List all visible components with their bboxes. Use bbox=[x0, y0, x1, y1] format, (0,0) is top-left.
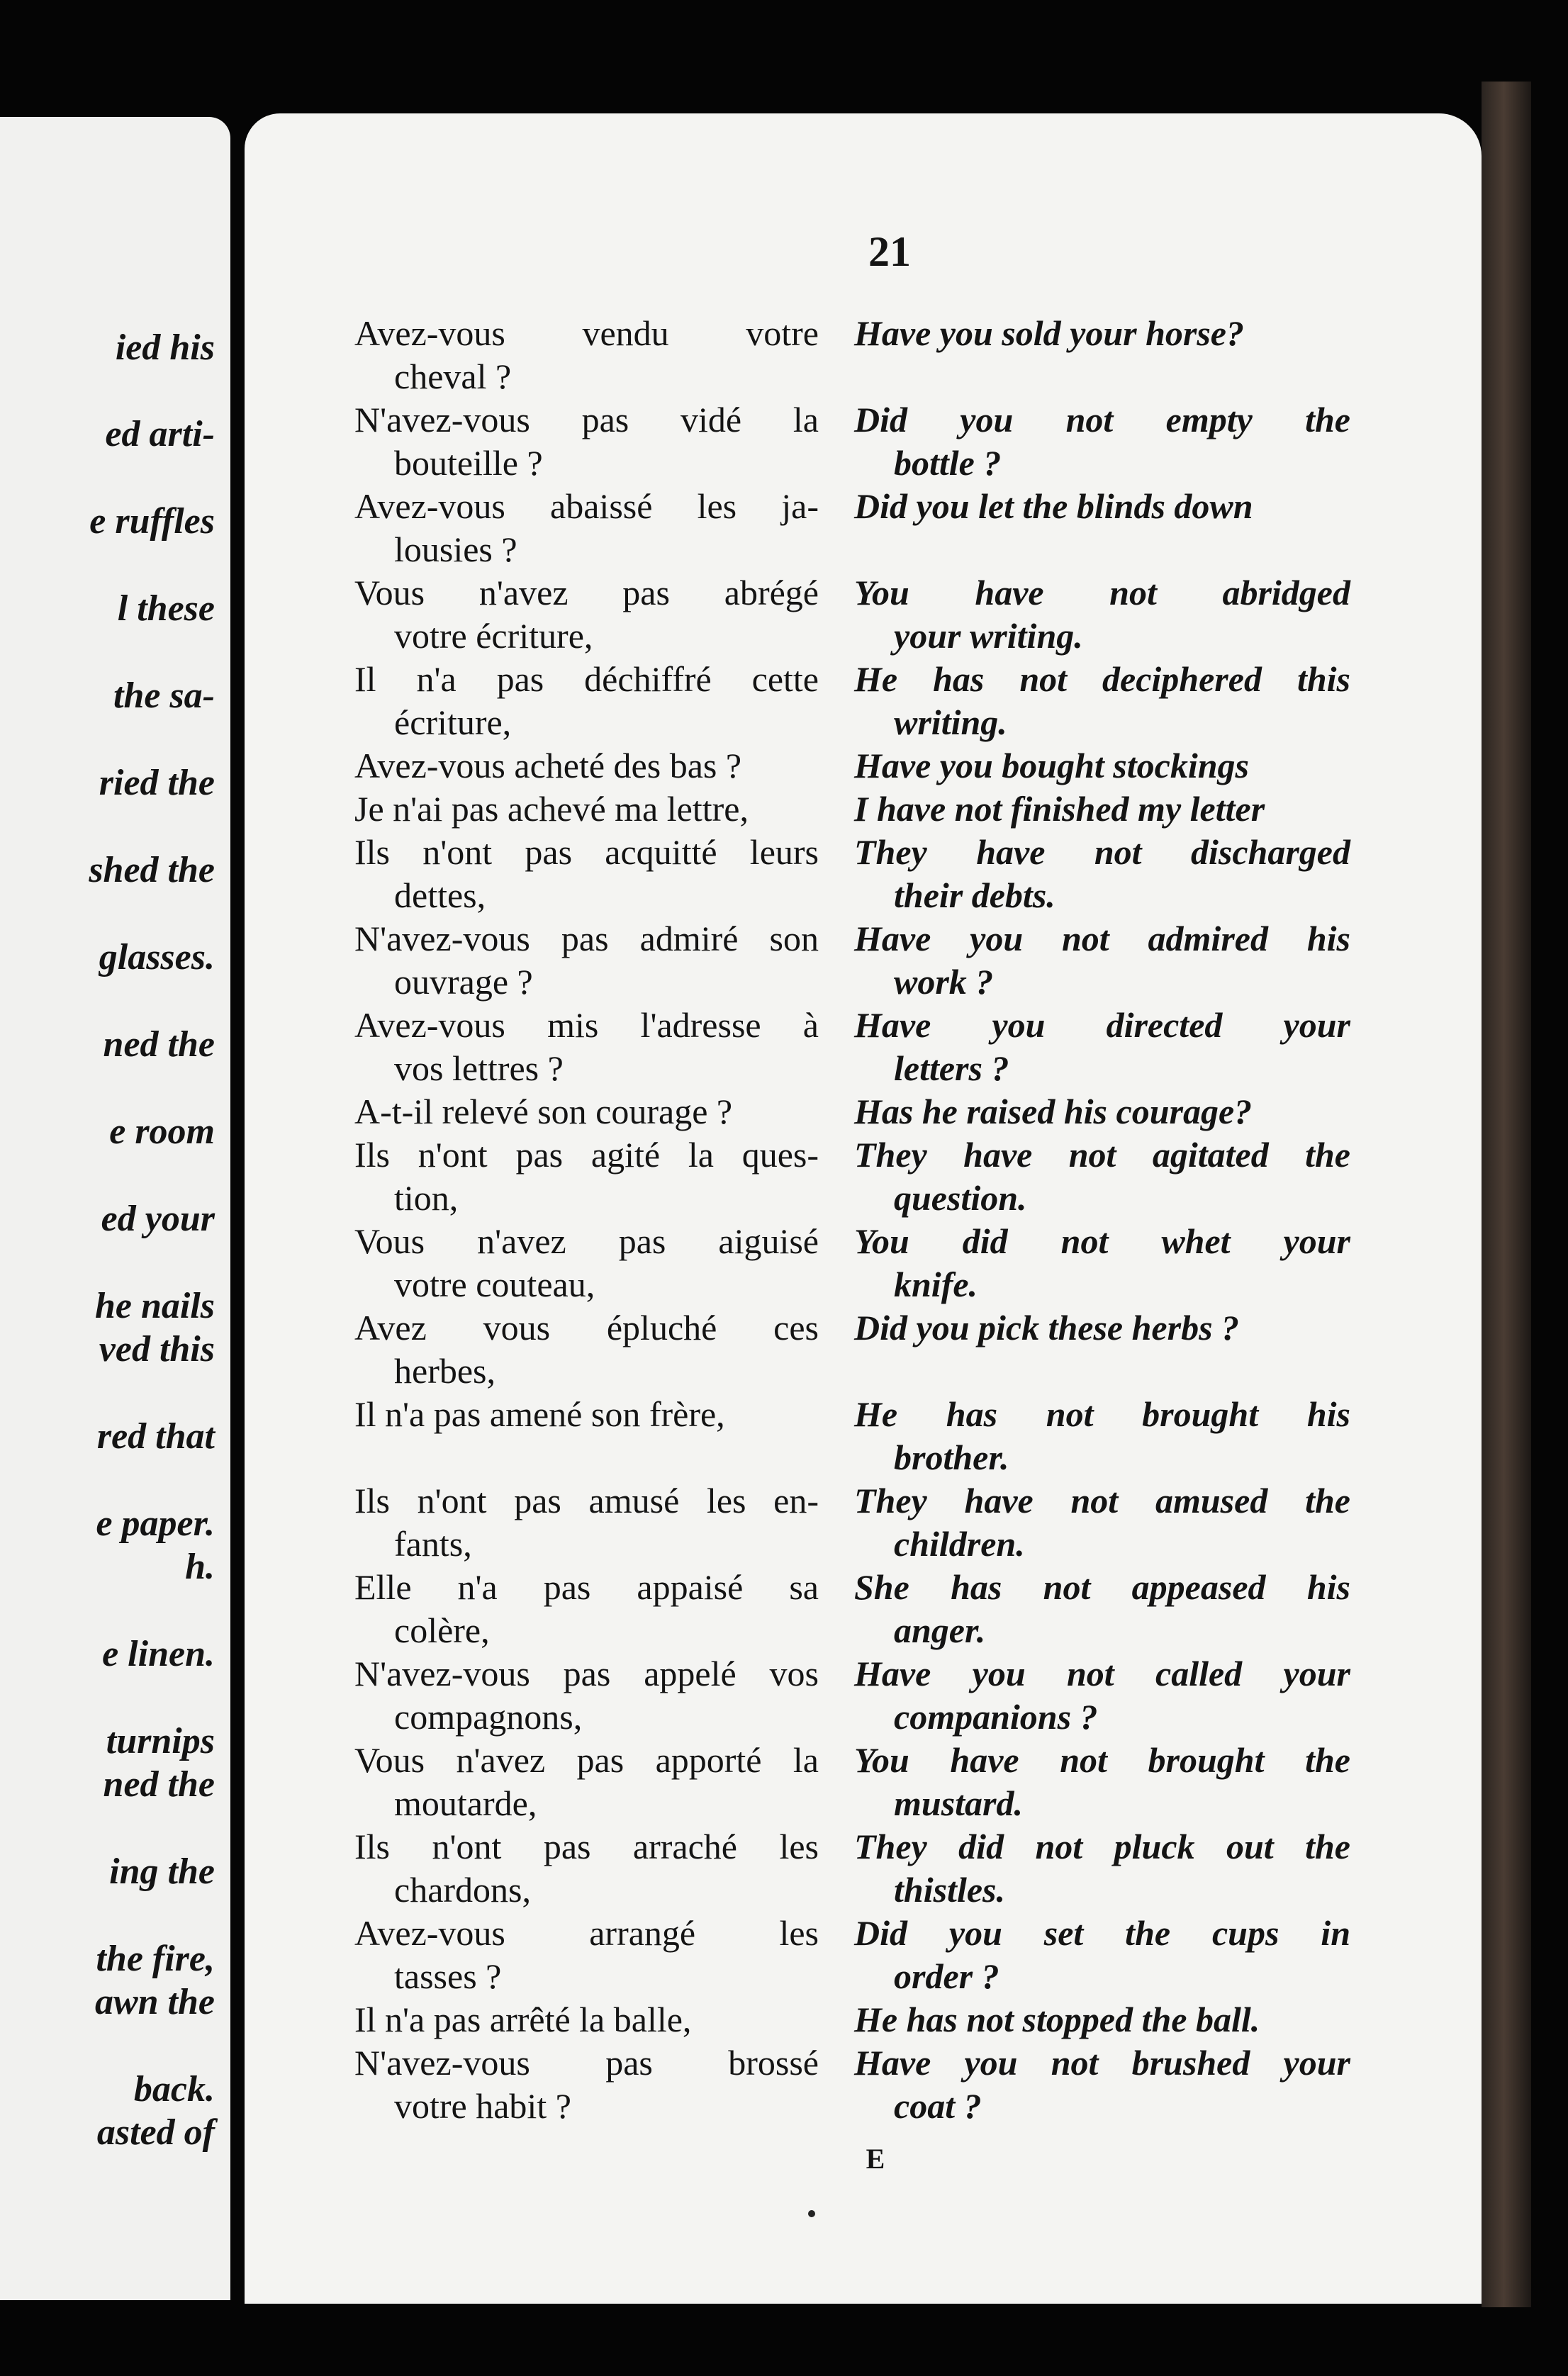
french-phrase bbox=[354, 1090, 819, 1133]
left-page-line: e room bbox=[109, 1111, 215, 1152]
french-phrase bbox=[354, 831, 819, 917]
french-line: Ils n'ont pas arraché les bbox=[354, 1827, 819, 1866]
english-translation bbox=[854, 1306, 1350, 1350]
french-line: tion, bbox=[394, 1178, 459, 1218]
english-translation bbox=[854, 312, 1350, 355]
english-line: They have not discharged bbox=[854, 832, 1350, 872]
french-line: Avez-vous vendu votre bbox=[354, 313, 819, 353]
english-line: bottle ? bbox=[894, 443, 1002, 483]
left-page-line: e paper. bbox=[96, 1503, 215, 1544]
english-line: They have not amused the bbox=[854, 1481, 1350, 1520]
english-line: You have not abridged bbox=[854, 573, 1350, 612]
english-line: writing. bbox=[894, 702, 1007, 742]
left-page-line: ed your bbox=[101, 1199, 215, 1239]
left-page-line: ried the bbox=[99, 763, 215, 803]
french-line: Vous n'avez pas aiguisé bbox=[354, 1221, 819, 1261]
french-line: lousies ? bbox=[394, 529, 517, 569]
english-translation bbox=[854, 1393, 1350, 1479]
french-line: votre écriture, bbox=[394, 616, 593, 656]
english-line: He has not brought his bbox=[854, 1394, 1350, 1434]
english-line: knife. bbox=[894, 1265, 978, 1304]
english-line: your writing. bbox=[894, 616, 1083, 656]
english-translation bbox=[854, 1739, 1350, 1825]
book-page-edge bbox=[1482, 82, 1531, 2307]
french-phrase bbox=[354, 1393, 819, 1436]
french-phrase bbox=[354, 1825, 819, 1912]
french-line: Ils n'ont pas agité la ques- bbox=[354, 1135, 819, 1175]
english-translation bbox=[854, 1090, 1350, 1133]
french-phrase bbox=[354, 1220, 819, 1306]
french-line: Avez vous épluché ces bbox=[354, 1308, 819, 1347]
french-line: bouteille ? bbox=[394, 443, 543, 483]
french-phrase bbox=[354, 788, 819, 831]
french-phrase bbox=[354, 1566, 819, 1652]
french-phrase bbox=[354, 744, 819, 788]
french-line: Ils n'ont pas amusé les en- bbox=[354, 1481, 819, 1520]
english-line: Have you directed your bbox=[854, 1005, 1350, 1045]
french-line: herbes, bbox=[394, 1351, 495, 1391]
english-line: Did you set the cups in bbox=[854, 1913, 1350, 1953]
french-phrase bbox=[354, 571, 819, 658]
english-translation bbox=[854, 1912, 1350, 1998]
english-line: You have not brought the bbox=[854, 1740, 1350, 1780]
english-line: They did not pluck out the bbox=[854, 1827, 1350, 1866]
left-page-line: awn the bbox=[94, 1982, 215, 2022]
french-line: N'avez-vous pas admiré son bbox=[354, 919, 819, 958]
french-line: vos lettres ? bbox=[394, 1048, 564, 1088]
english-line: children. bbox=[894, 1524, 1025, 1564]
english-translation bbox=[854, 398, 1350, 485]
english-line: brother. bbox=[894, 1438, 1009, 1477]
english-translation bbox=[854, 1566, 1350, 1652]
left-page-line: shed the bbox=[89, 850, 215, 890]
left-page-line: the fire, bbox=[96, 1939, 215, 1979]
left-page-line: l these bbox=[117, 588, 215, 629]
french-phrase bbox=[354, 2041, 819, 2128]
french-phrase bbox=[354, 1004, 819, 1090]
left-page-line: turnips bbox=[106, 1721, 215, 1761]
left-page-line: ed arti- bbox=[105, 414, 215, 454]
english-line: Did you let the blinds down bbox=[854, 486, 1253, 526]
left-page-line: glasses. bbox=[99, 937, 215, 977]
french-line: Vous n'avez pas abrégé bbox=[354, 573, 819, 612]
english-line: thistles. bbox=[894, 1870, 1005, 1910]
english-translation bbox=[854, 2041, 1350, 2128]
french-phrase bbox=[354, 917, 819, 1004]
french-line: Avez-vous arrangé les bbox=[354, 1913, 819, 1953]
left-page-line: back. bbox=[133, 2069, 215, 2109]
right-page bbox=[245, 113, 1482, 2304]
english-translation bbox=[854, 744, 1350, 788]
english-translation bbox=[854, 1652, 1350, 1739]
french-phrase bbox=[354, 1479, 819, 1566]
french-line: Ils n'ont pas acquitté leurs bbox=[354, 832, 819, 872]
french-line: colère, bbox=[394, 1610, 490, 1650]
french-line: votre habit ? bbox=[394, 2086, 571, 2126]
left-page-line: ved this bbox=[99, 1329, 215, 1369]
french-line: compagnons, bbox=[394, 1697, 583, 1737]
french-line: Avez-vous abaissé les ja- bbox=[354, 486, 819, 526]
french-line: tasses ? bbox=[394, 1956, 502, 1996]
french-line: Il n'a pas déchiffré cette bbox=[354, 659, 819, 699]
english-translation bbox=[854, 1479, 1350, 1566]
english-line: She has not appeased his bbox=[854, 1567, 1350, 1607]
english-translation bbox=[854, 485, 1350, 528]
french-line: écriture, bbox=[394, 702, 512, 742]
english-translation bbox=[854, 1825, 1350, 1912]
french-line: Il n'a pas arrêté la balle, bbox=[354, 2000, 692, 2039]
french-phrase bbox=[354, 1998, 819, 2041]
english-translation bbox=[854, 1133, 1350, 1220]
french-line: cheval ? bbox=[394, 357, 512, 396]
french-phrase bbox=[354, 1133, 819, 1220]
french-line: moutarde, bbox=[394, 1783, 537, 1823]
french-phrase bbox=[354, 1739, 819, 1825]
english-line: Have you bought stockings bbox=[854, 746, 1249, 785]
english-translation bbox=[854, 917, 1350, 1004]
signature-mark: E bbox=[866, 2143, 885, 2175]
left-page-line: ned the bbox=[103, 1024, 215, 1065]
english-line: anger. bbox=[894, 1610, 986, 1650]
english-translation bbox=[854, 1004, 1350, 1090]
english-line: They have not agitated the bbox=[854, 1135, 1350, 1175]
english-line: Have you not called your bbox=[854, 1654, 1350, 1693]
left-page-line: he nails bbox=[94, 1286, 215, 1326]
english-translation bbox=[854, 571, 1350, 658]
french-line: ouvrage ? bbox=[394, 962, 533, 1002]
french-phrase bbox=[354, 1306, 819, 1393]
english-line: Have you not admired his bbox=[854, 919, 1350, 958]
french-line: votre couteau, bbox=[394, 1265, 595, 1304]
english-translation bbox=[854, 1220, 1350, 1306]
french-line: Avez-vous acheté des bas ? bbox=[354, 746, 742, 785]
french-line: Avez-vous mis l'adresse à bbox=[354, 1005, 819, 1045]
french-phrase bbox=[354, 1652, 819, 1739]
english-line: Did you pick these herbs ? bbox=[854, 1308, 1240, 1347]
left-page-line: red that bbox=[96, 1416, 215, 1457]
left-page-line: e ruffles bbox=[89, 501, 215, 542]
left-page-fragment bbox=[0, 117, 230, 2300]
english-line: He has not stopped the ball. bbox=[854, 2000, 1260, 2039]
english-line: their debts. bbox=[894, 875, 1055, 915]
english-line: Have you sold your horse? bbox=[854, 313, 1244, 353]
french-phrase bbox=[354, 658, 819, 744]
french-line: Je n'ai pas achevé ma lettre, bbox=[354, 789, 749, 829]
page-number: 21 bbox=[868, 228, 911, 275]
english-translation bbox=[854, 1998, 1350, 2041]
english-line: He has not deciphered this bbox=[854, 659, 1350, 699]
english-translation bbox=[854, 658, 1350, 744]
ink-dot bbox=[808, 2210, 815, 2217]
french-line: chardons, bbox=[394, 1870, 531, 1910]
french-line: Il n'a pas amené son frère, bbox=[354, 1394, 725, 1434]
french-line: N'avez-vous pas brossé bbox=[354, 2043, 819, 2083]
left-page-line: ing the bbox=[109, 1851, 215, 1892]
french-line: N'avez-vous pas appelé vos bbox=[354, 1654, 819, 1693]
english-translation bbox=[854, 831, 1350, 917]
french-phrase bbox=[354, 485, 819, 571]
left-page-line: e linen. bbox=[102, 1634, 215, 1674]
left-page-line: ned the bbox=[103, 1764, 215, 1805]
english-line: You did not whet your bbox=[854, 1221, 1350, 1261]
french-phrase bbox=[354, 312, 819, 398]
english-line: I have not finished my letter bbox=[854, 789, 1265, 829]
english-line: order ? bbox=[894, 1956, 999, 1996]
french-line: A-t-il relevé son courage ? bbox=[354, 1092, 733, 1131]
french-line: fants, bbox=[394, 1524, 472, 1564]
english-line: Did you not empty the bbox=[854, 400, 1350, 439]
french-line: Elle n'a pas appaisé sa bbox=[354, 1567, 819, 1607]
english-line: Has he raised his courage? bbox=[854, 1092, 1253, 1131]
english-line: Have you not brushed your bbox=[854, 2043, 1350, 2083]
french-phrase bbox=[354, 1912, 819, 1998]
english-translation bbox=[854, 788, 1350, 831]
english-line: coat ? bbox=[894, 2086, 982, 2126]
english-line: companions ? bbox=[894, 1697, 1098, 1737]
french-phrase bbox=[354, 398, 819, 485]
french-line: N'avez-vous pas vidé la bbox=[354, 400, 819, 439]
left-page-line: the sa- bbox=[113, 676, 215, 716]
french-line: dettes, bbox=[394, 875, 486, 915]
left-page-line: h. bbox=[185, 1547, 215, 1587]
left-page-line: ied his bbox=[115, 327, 215, 368]
french-line: Vous n'avez pas apporté la bbox=[354, 1740, 819, 1780]
english-line: question. bbox=[894, 1178, 1027, 1218]
left-page-line: asted of bbox=[96, 2112, 215, 2153]
english-line: work ? bbox=[894, 962, 994, 1002]
english-line: letters ? bbox=[894, 1048, 1009, 1088]
english-line: mustard. bbox=[894, 1783, 1024, 1823]
